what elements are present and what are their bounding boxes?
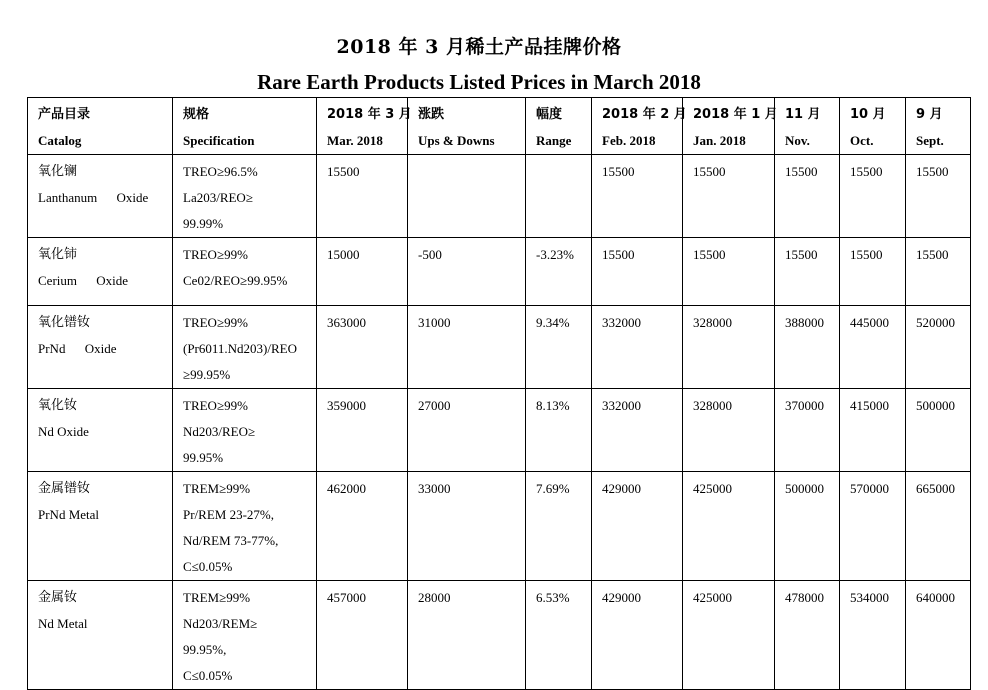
specification-cell: TREO≥99% Ce02/REO≥99.95% [173, 238, 317, 306]
sept-price-cell: 15500 [906, 238, 971, 306]
oct-price-cell: 570000 [840, 472, 906, 581]
range-cell: 8.13% [526, 389, 592, 472]
feb-price-cell: 332000 [592, 389, 683, 472]
nov-price-cell: 15500 [775, 155, 840, 238]
mar-price-cell: 457000 [317, 581, 408, 690]
change-cell: 33000 [408, 472, 526, 581]
table-row [28, 472, 971, 581]
page-title-chinese: 2018 年 3 月稀土产品挂牌价格 [336, 36, 622, 58]
change-cell: -500 [408, 238, 526, 306]
nov-price-cell: 15500 [775, 238, 840, 306]
range-cell: 7.69% [526, 472, 592, 581]
table-row [28, 155, 971, 238]
header-catalog: 产品目录 Catalog [28, 98, 173, 155]
jan-price-cell: 328000 [683, 389, 775, 472]
page-title-english: Rare Earth Products Listed Prices in March 2018 [257, 70, 701, 94]
catalog-cell: 氧化铈 Cerium Oxide [28, 238, 173, 306]
sept-price-cell: 15500 [906, 155, 971, 238]
sept-price-cell: 640000 [906, 581, 971, 690]
table-row [28, 389, 971, 472]
table-row [28, 581, 971, 690]
sept-price-cell: 500000 [906, 389, 971, 472]
catalog-cell: 氧化钕 Nd Oxide [28, 389, 173, 472]
catalog-cell: 氧化镨钕 PrNd Oxide [28, 306, 173, 389]
range-cell: -3.23% [526, 238, 592, 306]
header-jan-2018: 2018 年 1 月 Jan. 2018 [683, 98, 775, 155]
jan-price-cell: 15500 [683, 155, 775, 238]
mar-price-cell: 15000 [317, 238, 408, 306]
specification-cell: TREO≥96.5% La203/REO≥ 99.99% [173, 155, 317, 238]
sept-price-cell: 665000 [906, 472, 971, 581]
specification-cell: TREM≥99% Nd203/REM≥ 99.95%, C≤0.05% [173, 581, 317, 690]
table-row [28, 306, 971, 389]
sept-price-cell: 520000 [906, 306, 971, 389]
oct-price-cell: 445000 [840, 306, 906, 389]
oct-price-cell: 15500 [840, 238, 906, 306]
feb-price-cell: 429000 [592, 581, 683, 690]
feb-price-cell: 15500 [592, 238, 683, 306]
table-row [28, 238, 971, 306]
oct-price-cell: 534000 [840, 581, 906, 690]
header-range: 幅度 Range [526, 98, 592, 155]
mar-price-cell: 15500 [317, 155, 408, 238]
feb-price-cell: 429000 [592, 472, 683, 581]
header-feb-2018: 2018 年 2 月 Feb. 2018 [592, 98, 683, 155]
mar-price-cell: 359000 [317, 389, 408, 472]
catalog-cell: 金属钕 Nd Metal [28, 581, 173, 690]
header-specification: 规格 Specification [173, 98, 317, 155]
oct-price-cell: 415000 [840, 389, 906, 472]
header-ups-downs: 涨跌 Ups & Downs [408, 98, 526, 155]
change-cell: 28000 [408, 581, 526, 690]
header-mar-2018: 2018 年 3 月 Mar. 2018 [317, 98, 408, 155]
header-oct: 10 月 Oct. [840, 98, 906, 155]
change-cell: 31000 [408, 306, 526, 389]
mar-price-cell: 462000 [317, 472, 408, 581]
nov-price-cell: 478000 [775, 581, 840, 690]
feb-price-cell: 15500 [592, 155, 683, 238]
specification-cell: TREM≥99% Pr/REM 23-27%, Nd/REM 73-77%, C≤0.05% [173, 472, 317, 581]
price-table [27, 97, 971, 690]
oct-price-cell: 15500 [840, 155, 906, 238]
nov-price-cell: 500000 [775, 472, 840, 581]
jan-price-cell: 15500 [683, 238, 775, 306]
header-sept: 9 月 Sept. [906, 98, 971, 155]
range-cell: 9.34% [526, 306, 592, 389]
nov-price-cell: 388000 [775, 306, 840, 389]
jan-price-cell: 328000 [683, 306, 775, 389]
range-cell [526, 155, 592, 238]
change-cell: 27000 [408, 389, 526, 472]
catalog-cell: 氧化镧 Lanthanum Oxide [28, 155, 173, 238]
feb-price-cell: 332000 [592, 306, 683, 389]
mar-price-cell: 363000 [317, 306, 408, 389]
catalog-cell: 金属镨钕 PrNd Metal [28, 472, 173, 581]
range-cell: 6.53% [526, 581, 592, 690]
change-cell [408, 155, 526, 238]
jan-price-cell: 425000 [683, 472, 775, 581]
jan-price-cell: 425000 [683, 581, 775, 690]
table-header-row [28, 98, 971, 155]
specification-cell: TREO≥99% (Pr6011.Nd203)/REO ≥99.95% [173, 306, 317, 389]
specification-cell: TREO≥99% Nd203/REO≥ 99.95% [173, 389, 317, 472]
nov-price-cell: 370000 [775, 389, 840, 472]
header-nov: 11 月 Nov. [775, 98, 840, 155]
